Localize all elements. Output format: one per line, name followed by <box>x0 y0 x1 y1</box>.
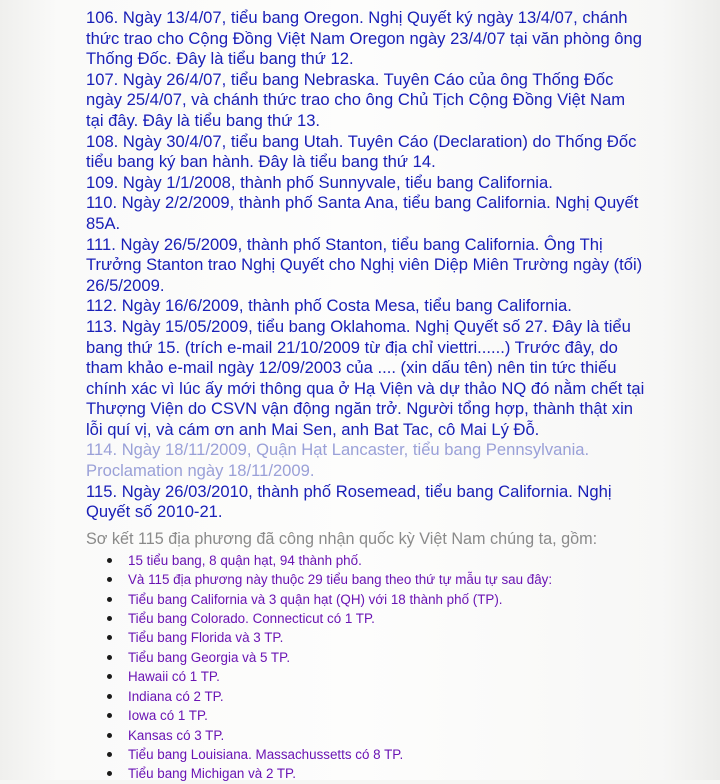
entry-110 <box>86 193 646 234</box>
entry-text: Ngày 15/05/2009, tiểu bang Oklahoma. Nghị Quyết số 27. Đây là tiểu bang thứ 15. (trích e-mail 21/10/2009 từ địa chỉ viettri......) Trước đây, do tham khảo e-mail ngày 12/09/2003 của .... (xin dấu tên) nên tin tức thiếu chính xác vì lúc ấy mới thông qua ở Hạ Viện và dự thảo NQ đó nằm chết tại Thượng Viện do CSVN vận động ngăn trở. Người tổng hợp, thành thật xin lỗi quí vị, và cám ơn anh Mai Sen, anh Bat Tac, cô Mai Lý Đỗ. <box>86 316 645 439</box>
entry-text: Ngày 18/11/2009, Quận Hạt Lancaster, tiểu bang Pennsylvania. Proclamation ngày 18/11/2009. <box>86 440 590 481</box>
list-item: Kansas có 3 TP. <box>128 726 646 745</box>
entry-number: 108. <box>86 131 119 151</box>
entry-number: 107. <box>86 69 119 89</box>
entry-113 <box>86 317 646 441</box>
entry-number: 111. <box>86 234 116 254</box>
summary-heading: Sơ kết 115 địa phương đã công nhận quốc kỳ Việt Nam chúng ta, gồm: <box>86 529 598 548</box>
list-item: Indiana có 2 TP. <box>128 687 646 706</box>
list-item: 15 tiểu bang, 8 quận hạt, 94 thành phố. <box>128 551 646 570</box>
entry-108 <box>86 132 646 173</box>
list-item: Tiểu bang Louisiana. Massachussetts có 8 TP. <box>128 745 646 764</box>
entry-109 <box>86 173 646 194</box>
entry-106 <box>86 8 646 70</box>
list-item: Tiểu bang California và 3 quận hạt (QH) với 18 thành phố (TP). <box>128 590 646 609</box>
entry-number: 110. <box>86 193 118 213</box>
entry-text: Ngày 2/2/2009, thành phố Santa Ana, tiểu bang California. Nghị Quyết 85A. <box>86 193 639 233</box>
entry-text: Ngày 26/03/2010, thành phố Rosemead, tiểu bang California. Nghị Quyết số 2010-21. <box>86 481 612 522</box>
document-content <box>86 8 646 784</box>
entry-number: 115. <box>86 481 118 501</box>
entry-number: 109. <box>86 172 119 192</box>
entry-114 <box>86 440 646 481</box>
summary-list <box>86 551 646 784</box>
list-item: Và 115 địa phương này thuộc 29 tiểu bang theo thứ tự mẫu tự sau đây: <box>128 570 646 589</box>
entry-115 <box>86 482 646 523</box>
entry-list <box>86 8 646 523</box>
entry-111 <box>86 235 646 297</box>
list-item: Tiểu bang Georgia và 5 TP. <box>128 648 646 667</box>
entry-112 <box>86 296 646 317</box>
list-item: Tiểu bang Colorado. Connecticut có 1 TP. <box>128 609 646 628</box>
entry-number: 106. <box>86 8 119 27</box>
list-item: Iowa có 1 TP. <box>128 706 646 725</box>
entry-text: Ngày 26/5/2009, thành phố Stanton, tiểu bang California. Ông Thị Trưởng Stanton trao Nghị Quyết cho Nghị viên Diệp Miên Trường ngày (tối) 26/5/2009. <box>86 234 643 295</box>
entry-text: Ngày 30/4/07, tiểu bang Utah. Tuyên Cáo (Declaration) do Thống Đốc tiểu bang ký ban hành. Đây là tiểu bang thứ 14. <box>86 131 637 172</box>
list-item: Hawaii có 1 TP. <box>128 667 646 686</box>
entry-text: Ngày 1/1/2008, thành phố Sunnyvale, tiểu bang California. <box>122 172 553 192</box>
entry-text: Ngày 26/4/07, tiểu bang Nebraska. Tuyên Cáo của ông Thống Đốc ngày 25/4/07, và chánh thức trao cho ông Chủ Tịch Cộng Đồng Việt Nam tại đây. Đây là tiểu bang thứ 13. <box>86 69 626 130</box>
entry-text: Ngày 13/4/07, tiểu bang Oregon. Nghị Quyết ký ngày 13/4/07, chánh thức trao cho Cộng Đồng Việt Nam Oregon ngày 23/4/07 tại văn phòng ông Thống Đốc. Đây là tiểu bang thứ 12. <box>86 8 642 69</box>
entry-number: 114. <box>86 440 118 460</box>
entry-number: 112. <box>86 296 118 316</box>
entry-number: 113. <box>86 316 118 336</box>
entry-text: Ngày 16/6/2009, thành phố Costa Mesa, tiểu bang California. <box>121 296 572 316</box>
entry-107 <box>86 70 646 132</box>
list-item: Tiểu bang Michigan và 2 TP. <box>128 764 646 783</box>
list-item: Tiểu bang Florida và 3 TP. <box>128 628 646 647</box>
